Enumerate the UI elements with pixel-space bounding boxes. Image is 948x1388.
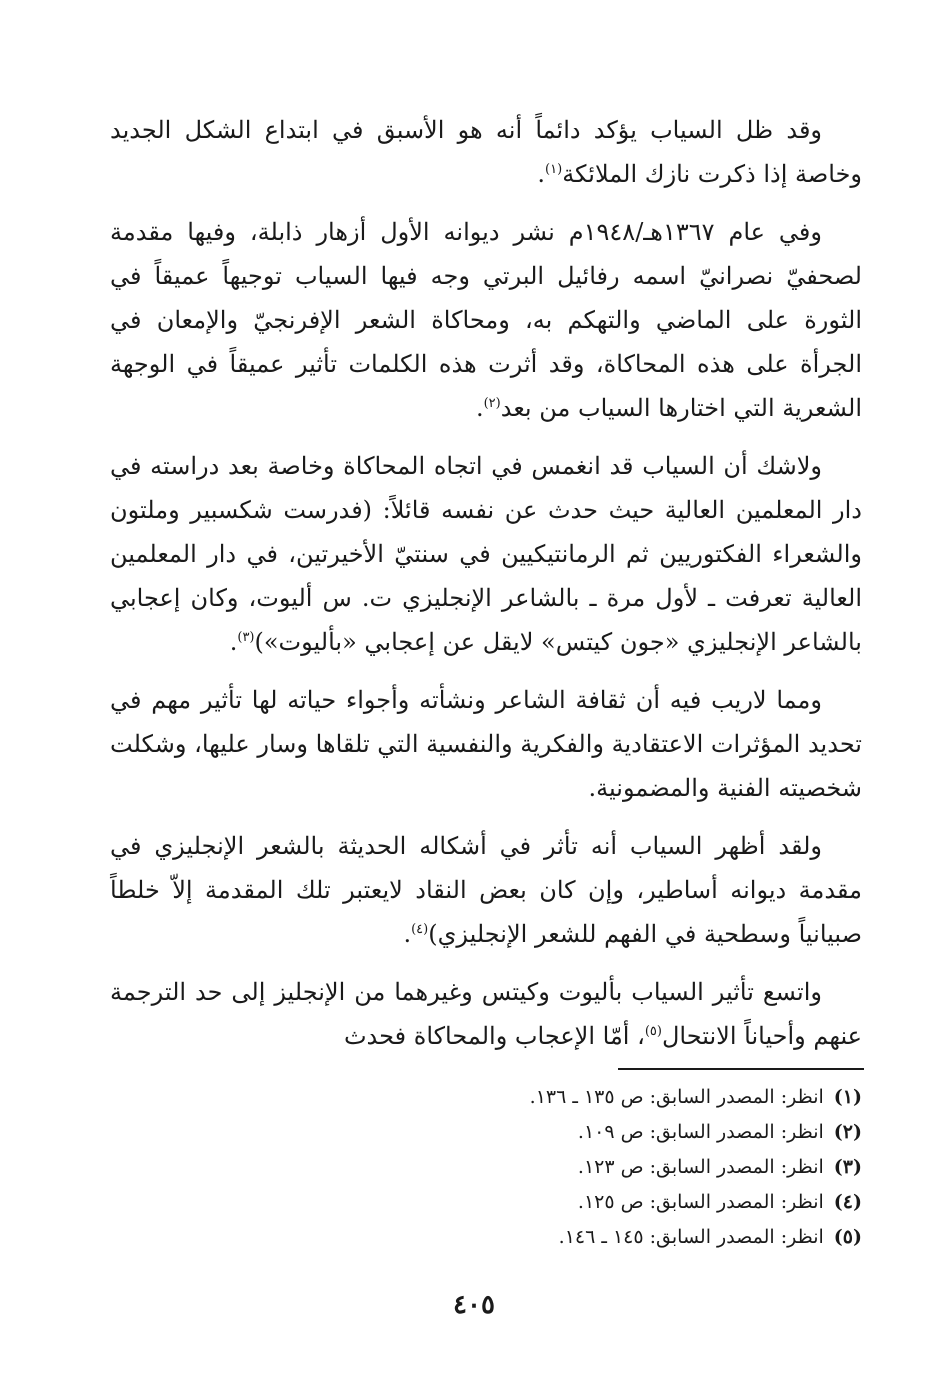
paragraph-text: وقد ظل السياب يؤكد دائماً أنه هو الأسبق في ابتداع الشكل الجديد وخاصة إذا ذكرت نازك الملائكة: [110, 116, 862, 188]
footnote-ref: (٥): [644, 1024, 662, 1039]
paragraph: [110, 678, 862, 810]
footnote: [110, 1185, 862, 1220]
footnote-text: انظر: المصدر السابق: ص ١٢٥.: [577, 1191, 824, 1213]
footnote-number: (١): [833, 1086, 862, 1108]
paragraph: [110, 108, 862, 196]
footnote: [110, 1150, 862, 1185]
paragraph-text: واتسع تأثير السياب بأليوت وكيتس وغيرهما من الإنجليز إلى حد الترجمة عنهم وأحياناً الانتحال: [110, 978, 862, 1050]
footnote-ref: (٢): [483, 396, 501, 411]
footnote-ref: (٤): [411, 922, 429, 937]
footnote: [110, 1115, 862, 1150]
paragraph-tail: .: [403, 920, 412, 948]
paragraph-tail: ، أمّا الإعجاب والمحاكاة فحدث: [343, 1022, 645, 1050]
paragraph: [110, 210, 862, 430]
footnote-number: (٥): [833, 1226, 862, 1248]
footnote-text: انظر: المصدر السابق: ١٤٥ ـ ١٤٦.: [558, 1226, 824, 1248]
footnote-number: (٣): [833, 1156, 862, 1178]
paragraph: [110, 444, 862, 664]
footnote-number: (٤): [833, 1191, 862, 1213]
body-text: [110, 108, 862, 1072]
paragraph-tail: .: [475, 394, 484, 422]
paragraph-text: ومما لاريب فيه أن ثقافة الشاعر ونشأته وأجواء حياته لها تأثير مهم في تحديد المؤثرات الاعتقادية والفكرية والنفسية التي تلقاها وسار عليها، وشكلت شخصيته الفنية والمضمونية.: [110, 686, 862, 802]
paragraph-text: ولقد أظهر السياب أنه تأثر في أشكاله الحديثة بالشعر الإنجليزي في مقدمة ديوانه أساطير، وإن كان بعض النقاد لايعتبر تلك المقدمة إلاّ خلطاً صبيانياً وسطحية في الفهم للشعر الإنجليزي): [110, 832, 862, 948]
footnote-text: انظر: المصدر السابق: ص ١٠٩.: [577, 1121, 824, 1143]
paragraph: [110, 970, 862, 1058]
footnote: [110, 1220, 862, 1255]
footnotes: [110, 1080, 862, 1255]
footnote-number: (٢): [833, 1121, 862, 1143]
paragraph-tail: .: [537, 160, 546, 188]
paragraph-tail: .: [229, 628, 238, 656]
footnote-divider: [618, 1068, 864, 1070]
footnote: [110, 1080, 862, 1115]
paragraph-text: وفي عام ١٣٦٧هـ/١٩٤٨م نشر ديوانه الأول أزهار ذابلة، وفيها مقدمة لصحفيّ نصرانيّ اسمه رفائيل البرتي وجه فيها السياب توجيهاً عميقاً في الثورة على الماضي والتهكم به، ومحاكاة الشعر الإفرنجيّ والإمعان في الجرأة على هذه المحاكاة، وقد أثرت هذه الكلمات تأثير عميقاً في الوجهة الشعرية التي اختارها السياب من بعد: [110, 218, 862, 422]
footnote-ref: (٣): [237, 630, 255, 645]
footnote-text: انظر: المصدر السابق: ص ١٣٥ ـ ١٣٦.: [529, 1086, 824, 1108]
paragraph-text: ولاشك أن السياب قد انغمس في اتجاه المحاكاة وخاصة بعد دراسته في دار المعلمين العالية حيث حدث عن نفسه قائلاً: (فدرست شكسبير وملتون والشعراء الفكتوريين ثم الرمانتيكيين في سنتيّ الأخيرتين، في دار المعلمين العالية تعرفت ـ لأول مرة ـ بالشاعر الإنجليزي ت. س أليوت، وكان إعجابي بالشاعر الإنجليزي «جون كيتس» لايقل عن إعجابي «بأليوت»): [110, 452, 862, 656]
paragraph: [110, 824, 862, 956]
footnote-text: انظر: المصدر السابق: ص ١٢٣.: [577, 1156, 824, 1178]
footnote-ref: (١): [545, 162, 563, 177]
page-number: ٤٠٥: [453, 1290, 495, 1320]
